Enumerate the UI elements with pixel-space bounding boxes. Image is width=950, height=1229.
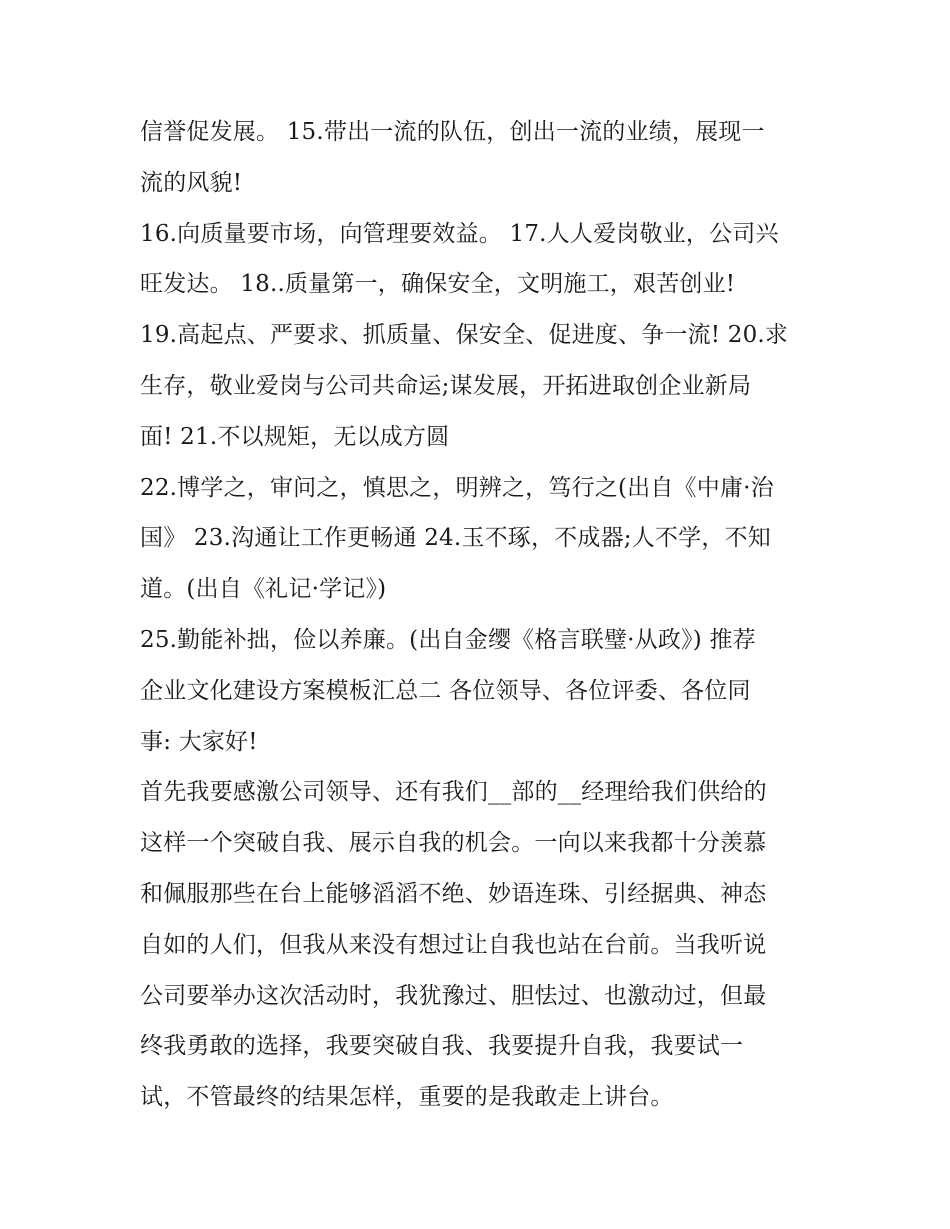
text-line: 生存，敬业爱岗与公司共命运;谋发展，开拓进取创企业新局 xyxy=(140,372,752,399)
text-line: 19.高起点、严要求、抓质量、保安全、促进度、争一流! 20.求 xyxy=(140,322,789,349)
text-line: 企业文化建设方案模板汇总二 各位领导、各位评委、各位同 xyxy=(140,677,751,704)
text-line: 流的风貌! xyxy=(140,169,243,196)
document-body xyxy=(140,107,830,1123)
text-line: 终我勇敢的选择，我要突破自我、我要提升自我，我要试一 xyxy=(140,1033,744,1060)
text-line: 首先我要感激公司领导、还有我们__部的__经理给我们供给的 xyxy=(140,779,767,806)
text-line: 事: 大家好! xyxy=(140,728,258,755)
text-line: 国》 23.沟通让工作更畅通 24.玉不琢，不成器;人不学，不知 xyxy=(140,525,771,552)
text-line: 22.博学之，审问之，慎思之，明辨之，笃行之(出自《中庸·治 xyxy=(140,474,774,501)
text-line: 旺发达。 18..质量第一，确保安全，文明施工，艰苦创业! xyxy=(140,271,736,298)
text-line: 这样一个突破自我、展示自我的机会。一向以来我都十分羡慕 xyxy=(140,830,767,857)
text-line: 道。(出自《礼记·学记》) xyxy=(140,576,387,603)
text-line: 自如的人们，但我从来没有想过让自我也站在台前。当我听说 xyxy=(140,931,767,958)
text-line: 公司要举办这次活动时，我犹豫过、胆怯过、也激动过，但最 xyxy=(140,982,767,1009)
text-line: 16.向质量要市场，向管理要效益。 17.人人爱岗敬业，公司兴 xyxy=(140,220,779,247)
text-line: 试，不管最终的结果怎样，重要的是我敢走上讲台。 xyxy=(140,1084,674,1111)
text-line: 25.勤能补拙，俭以养廉。(出自金缨《格言联璧·从政》) 推荐 xyxy=(140,626,756,653)
text-line: 信誉促发展。 15.带出一流的队伍，创出一流的业绩，展现一 xyxy=(140,119,765,145)
text-line: 和佩服那些在台上能够滔滔不绝、妙语连珠、引经据典、神态 xyxy=(140,880,767,907)
text-line: 面! 21.不以规矩，无以成方圆 xyxy=(140,423,450,450)
